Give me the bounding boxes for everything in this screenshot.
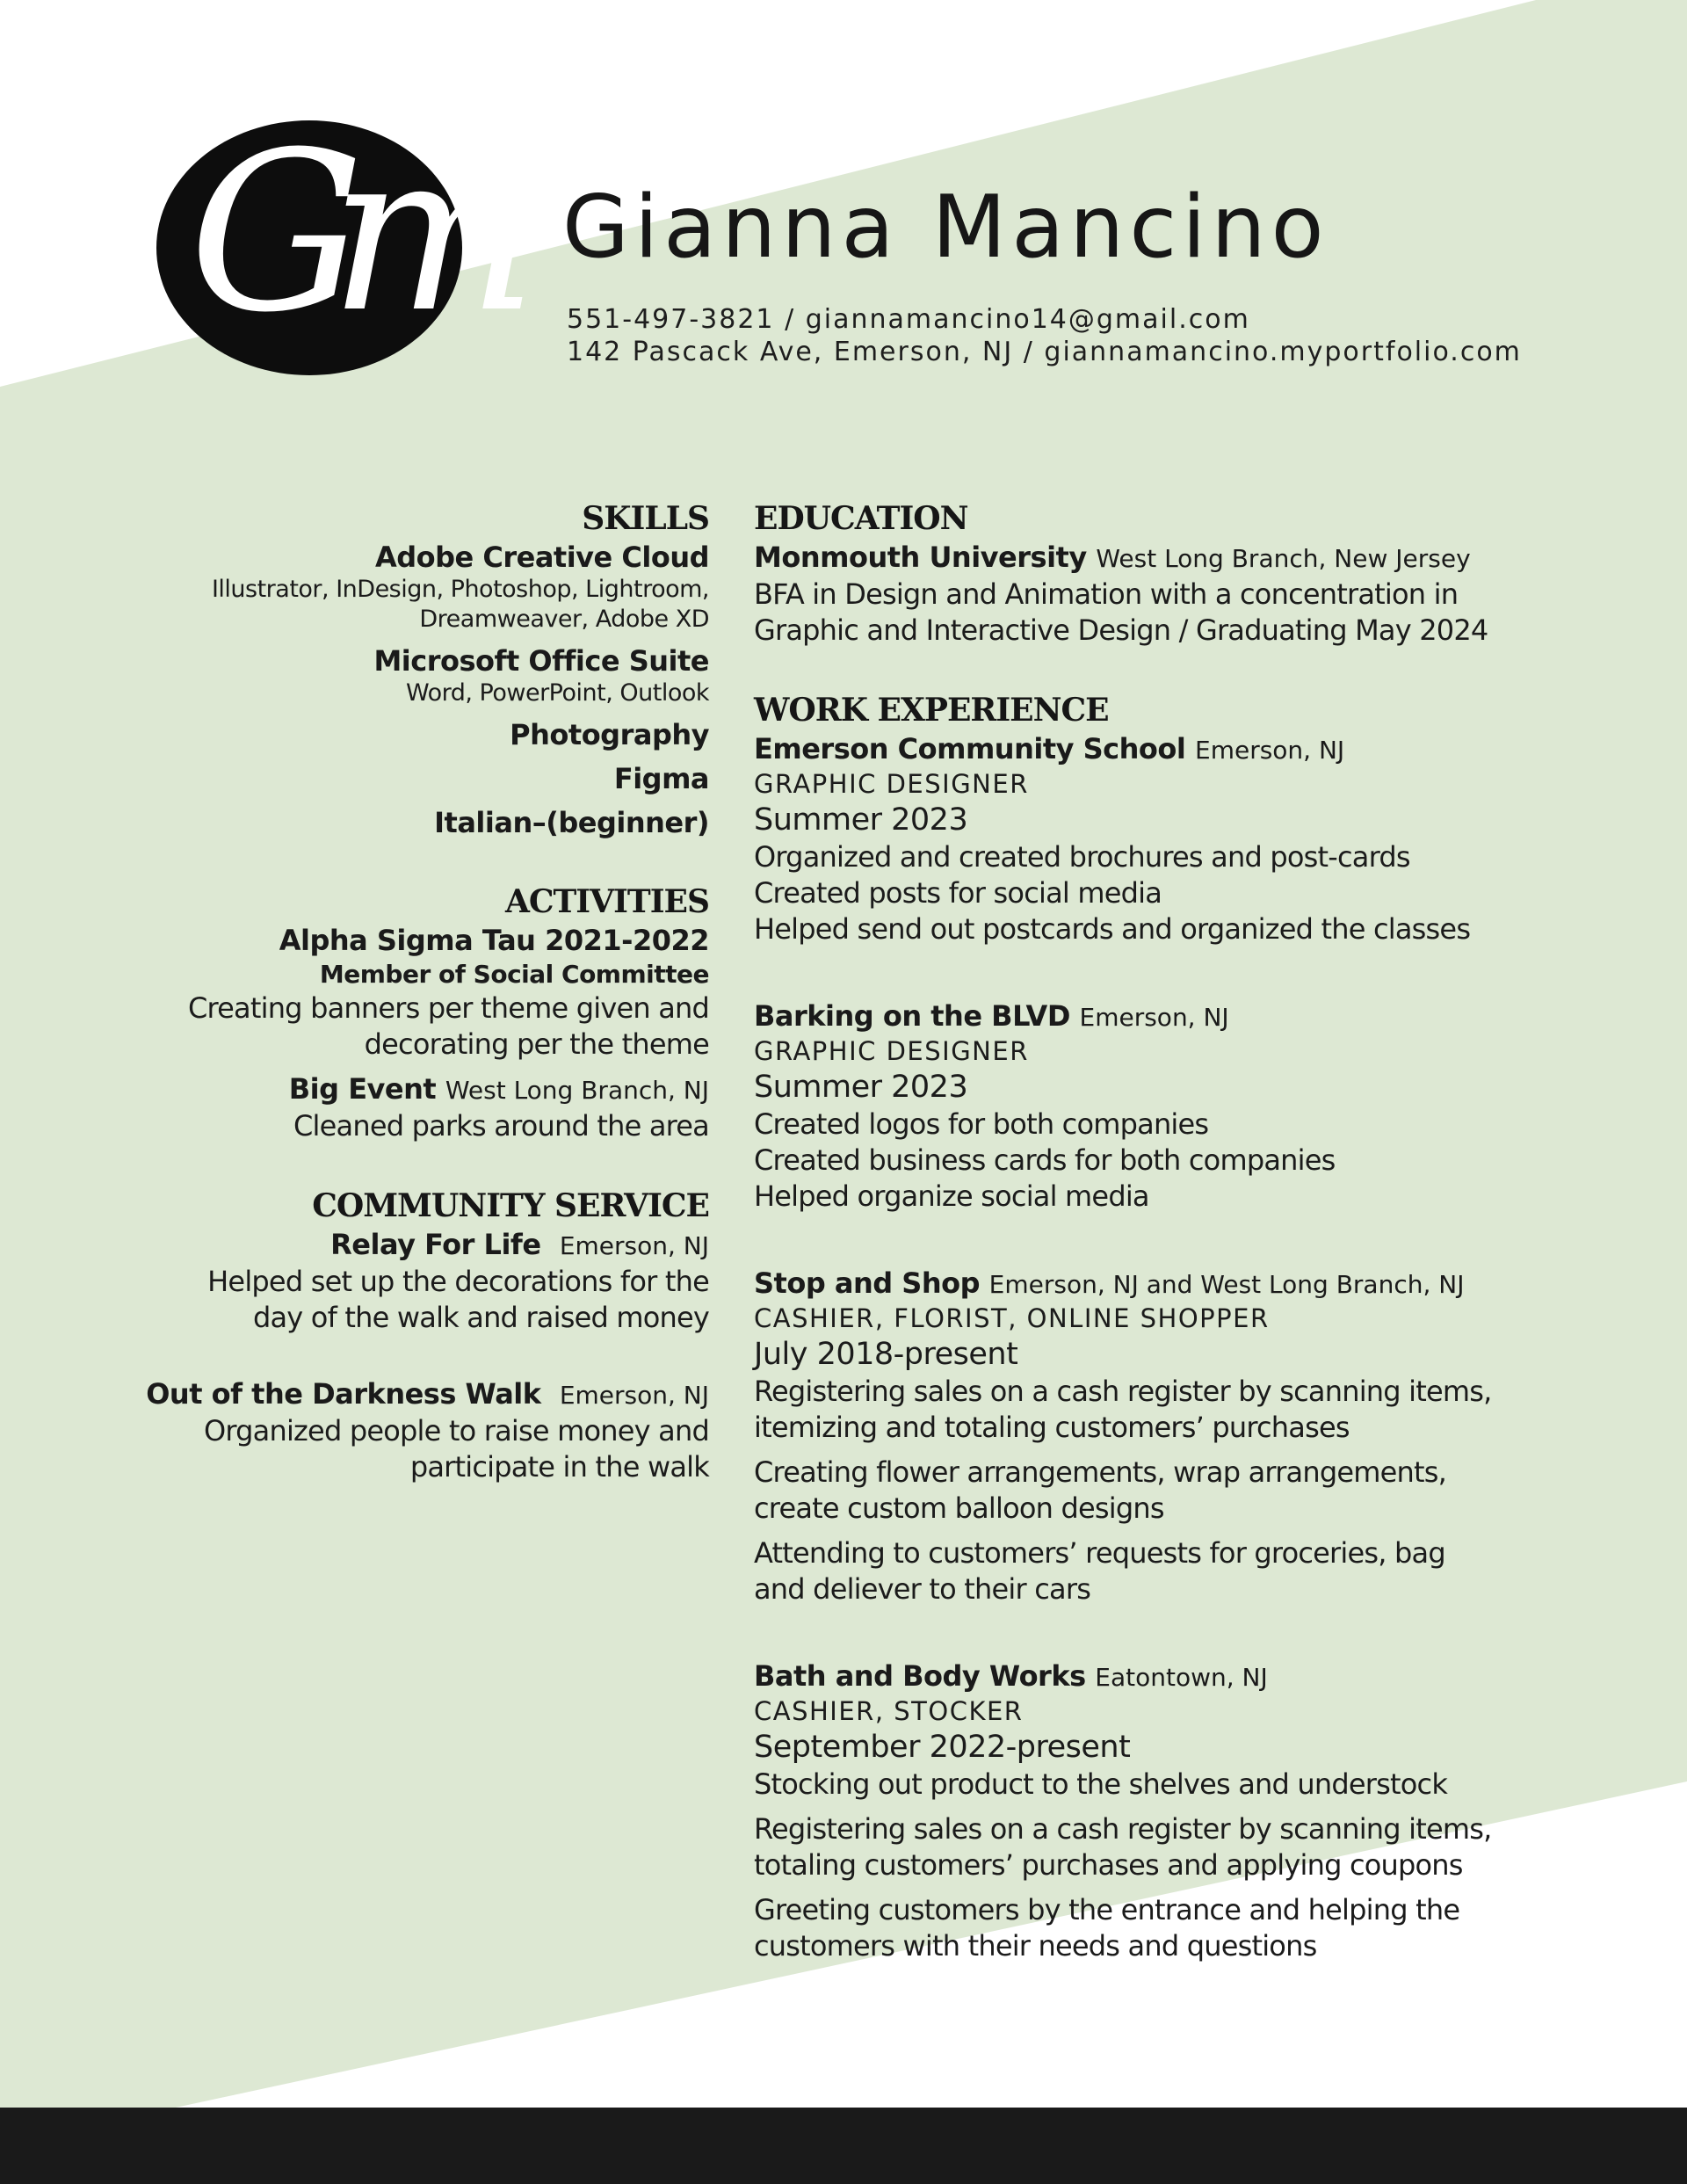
work-experience-section <box>754 689 1668 1964</box>
activity-line: Cleaned parks around the area <box>293 1109 709 1143</box>
left-column <box>97 497 709 1485</box>
job-entry <box>754 1266 1668 1607</box>
skill-name: Photography <box>510 718 709 751</box>
job-duty: Greeting customers by the entrance and helping the <box>754 1893 1460 1926</box>
activity-name-line <box>97 1071 709 1108</box>
job-duty: Organized and created brochures and post-cards <box>754 840 1410 874</box>
job-company: Emerson Community School <box>754 732 1186 765</box>
job-date: Summer 2023 <box>754 1070 968 1105</box>
school-line <box>754 540 1668 577</box>
separator: / <box>1013 337 1045 367</box>
service-line: Organized people to raise money and <box>203 1414 709 1448</box>
monogram-letters: Gm <box>189 105 503 360</box>
right-column <box>754 497 1668 1964</box>
job-duty: Helped send out postcards and organized the classes <box>754 912 1471 946</box>
job-company: Stop and Shop <box>754 1266 981 1300</box>
education-heading: EDUCATION <box>754 500 968 537</box>
activities-section <box>97 881 709 1144</box>
job-company-line <box>754 1266 1668 1302</box>
activity-role: Member of Social Committee <box>319 960 709 989</box>
job-duty: Registering sales on a cash register by scanning items, <box>754 1375 1492 1408</box>
skill-name: Italian–(beginner) <box>434 806 709 839</box>
contact-line-phone-email <box>567 304 1250 336</box>
job-duty: Stocking out product to the shelves and understock <box>754 1767 1448 1801</box>
job-company: Bath and Body Works <box>754 1659 1086 1693</box>
community-service-heading: COMMUNITY SERVICE <box>312 1187 709 1224</box>
service-location: Emerson, NJ <box>559 1381 709 1410</box>
skill-name: Adobe Creative Cloud <box>374 541 709 574</box>
job-entry <box>754 731 1668 947</box>
job-role: GRAPHIC DESIGNER <box>754 769 1029 799</box>
job-location: Emerson, NJ <box>1079 1003 1229 1032</box>
service-location: Emerson, NJ <box>559 1231 709 1260</box>
service-line: Helped set up the decorations for the <box>207 1265 709 1298</box>
footer-bar <box>0 2108 1687 2184</box>
activity-location: West Long Branch, NJ <box>445 1076 709 1105</box>
job-duty: Created business cards for both companies <box>754 1143 1336 1177</box>
work-experience-heading: WORK EXPERIENCE <box>754 692 1109 729</box>
job-location: Eatontown, NJ <box>1095 1663 1268 1692</box>
job-company: Barking on the BLVD <box>754 999 1070 1033</box>
service-line: participate in the walk <box>409 1450 709 1484</box>
activity-name: Alpha Sigma Tau 2021-2022 <box>279 924 709 957</box>
job-location: Emerson, NJ and West Long Branch, NJ <box>988 1270 1465 1299</box>
job-duty: Attending to customers’ requests for groceries, bag <box>754 1536 1445 1570</box>
email-link[interactable]: giannamancino14@gmail.com <box>805 304 1250 335</box>
degree-line: BFA in Design and Animation with a concentration in <box>754 577 1459 611</box>
job-date: Summer 2023 <box>754 802 968 838</box>
skill-detail: Dreamweaver, Adobe XD <box>419 606 709 633</box>
school-location: West Long Branch, New Jersey <box>1096 544 1471 573</box>
community-service-section <box>97 1185 709 1485</box>
skill-name: Microsoft Office Suite <box>373 644 709 678</box>
service-name: Out of the Darkness Walk <box>146 1377 541 1411</box>
separator: / <box>774 304 806 335</box>
address: 142 Pascack Ave, Emerson, NJ <box>567 337 1014 367</box>
activity-name: Big Event <box>288 1072 437 1106</box>
activity-line: decorating per the theme <box>364 1027 709 1061</box>
education-section <box>754 497 1668 649</box>
job-role: GRAPHIC DESIGNER <box>754 1036 1029 1066</box>
job-entry <box>754 1658 1668 1964</box>
degree-line: Graphic and Interactive Design / Graduating May 2024 <box>754 613 1488 647</box>
job-duty: itemizing and totaling customers’ purchases <box>754 1411 1350 1444</box>
skill-name: Figma <box>613 762 709 795</box>
job-duty: Creating flower arrangements, wrap arrangements, <box>754 1455 1446 1489</box>
job-duty: Created logos for both companies <box>754 1107 1209 1141</box>
job-company-line <box>754 1658 1668 1695</box>
activities-heading: ACTIVITIES <box>504 883 709 920</box>
skills-heading: SKILLS <box>582 500 709 537</box>
contact-line-address-portfolio <box>567 337 1522 368</box>
portfolio-link[interactable]: giannamancino.myportfolio.com <box>1044 337 1522 367</box>
job-date: September 2022-present <box>754 1730 1131 1765</box>
phone-number: 551-497-3821 <box>567 304 775 335</box>
job-duty: totaling customers’ purchases and applying coupons <box>754 1848 1463 1882</box>
job-entry <box>754 998 1668 1215</box>
skill-detail: Illustrator, InDesign, Photoshop, Lightroom, <box>211 576 709 603</box>
job-company-line <box>754 998 1668 1035</box>
job-role: CASHIER, STOCKER <box>754 1696 1024 1726</box>
activity-line: Creating banners per theme given and <box>187 991 709 1025</box>
job-location: Emerson, NJ <box>1195 736 1345 765</box>
service-name-line <box>97 1227 709 1264</box>
skill-detail: Word, PowerPoint, Outlook <box>405 679 709 707</box>
job-date: July 2018-present <box>754 1337 1018 1372</box>
service-name-line <box>97 1376 709 1413</box>
page-title: Gianna Mancino <box>562 178 1329 278</box>
job-duty: customers with their needs and questions <box>754 1929 1317 1963</box>
service-line: day of the walk and raised money <box>252 1301 709 1334</box>
job-duty: Helped organize social media <box>754 1179 1149 1213</box>
service-name: Relay For Life <box>330 1228 541 1261</box>
job-duty: Created posts for social media <box>754 876 1162 910</box>
job-company-line <box>754 731 1668 768</box>
skills-section <box>97 497 709 840</box>
job-role: CASHIER, FLORIST, ONLINE SHOPPER <box>754 1303 1270 1333</box>
job-duty: create custom balloon designs <box>754 1491 1164 1525</box>
job-duty: Registering sales on a cash register by scanning items, <box>754 1812 1492 1846</box>
job-duty: and deliever to their cars <box>754 1572 1091 1606</box>
school-name: Monmouth University <box>754 541 1087 574</box>
